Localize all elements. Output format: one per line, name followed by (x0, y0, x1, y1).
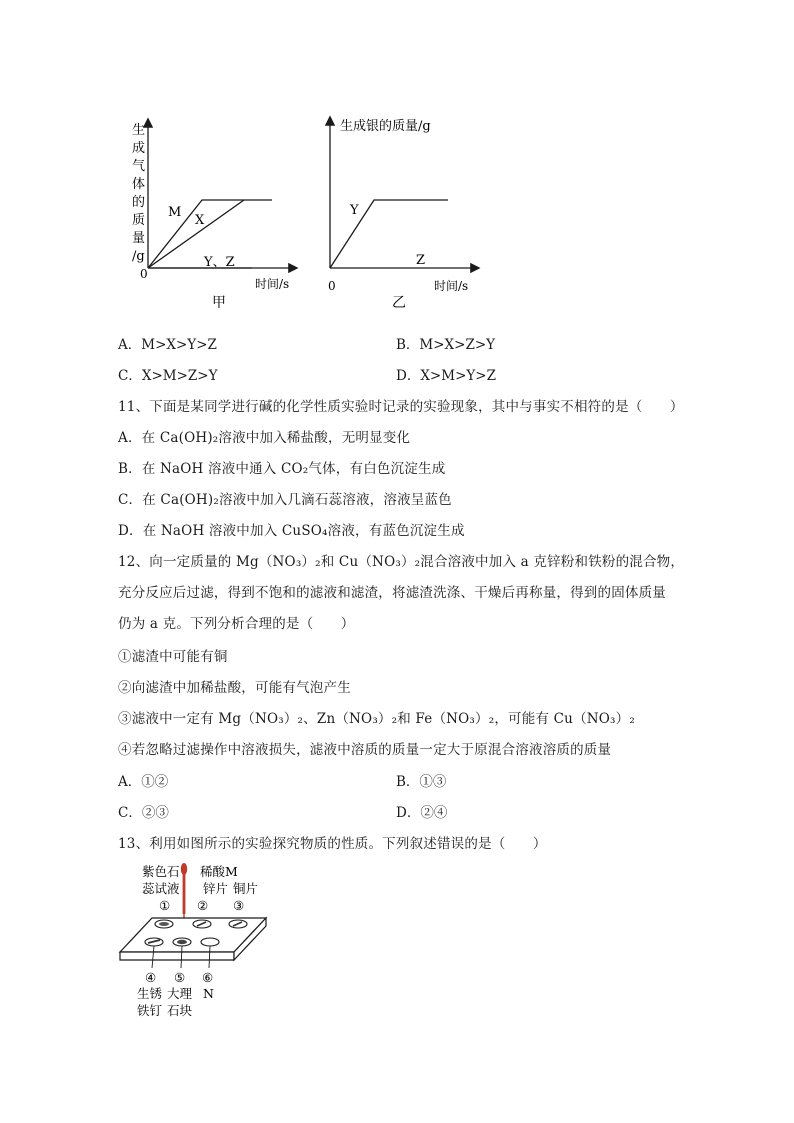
x-axis-label: 时间/s (255, 277, 290, 291)
q13-stem: 13、利用如图所示的实验探究物质的性质。下列叙述错误的是（ ） (118, 836, 547, 852)
copper-label: 铜片 (233, 881, 259, 896)
q12-stem-line-2: 充分反应后过滤，得到不饱和的滤液和滤渣，将滤渣洗涤、干燥后再称量，得到的固体质量 (118, 585, 666, 601)
q11-stem: 11、下面是某同学进行碱的化学性质实验时记录的实验现象，其中与事实不相符的是（ ） (118, 399, 684, 415)
label-y: Y (350, 203, 359, 218)
q11-option-b[interactable]: B．在 NaOH 溶液中通入 CO₂气体，有白色沉淀生成 (118, 461, 446, 477)
q12-stem-line-1: 12、向一定质量的 Mg（NO₃）₂和 Cu（NO₃）₂混合溶液中加入 a 克锌粉和铁粉的混合物， (118, 554, 685, 570)
q12-statement-1: ①滤渣中可能有铜 (118, 649, 228, 665)
well-5 (173, 938, 191, 946)
rust-label-line-1: 生锈 (137, 986, 163, 1001)
y-label-char: /g (132, 249, 145, 264)
well-number-4: ④ (145, 970, 157, 985)
litmus-label-line-1: 紫色石 (142, 864, 180, 879)
y-label-char: 的 (132, 195, 146, 210)
well-3 (229, 920, 247, 928)
marble-label-line-1: 大理 (167, 986, 193, 1001)
q10-option-b[interactable]: B．M>X>Z>Y (396, 337, 496, 353)
q11-option-a[interactable]: A．在 Ca(OH)₂溶液中加入稀盐酸，无明显变化 (118, 430, 411, 446)
well-number-6: ⑥ (202, 970, 214, 985)
well-6 (201, 938, 219, 946)
q12-statement-4: ④若忽略过滤操作中溶液损失，滤液中溶质的质量一定大于原混合溶液溶质的质量 (118, 742, 612, 758)
dropper-icon (181, 863, 187, 920)
y-label-char: 体 (132, 177, 146, 192)
q12-stem-line-3: 仍为 a 克。下列分析合理的是（ ） (118, 616, 355, 632)
q10-option-a[interactable]: A．M>X>Y>Z (118, 337, 217, 353)
q10-option-c[interactable]: C．X>M>Z>Y (118, 368, 218, 384)
n-label: N (203, 986, 214, 1001)
well-number-2: ② (197, 898, 209, 913)
origin-label: 0 (328, 279, 336, 293)
figure-caption: 乙 (392, 295, 406, 311)
well-number-3: ③ (233, 898, 245, 913)
marble-label-line-2: 石块 (167, 1003, 193, 1018)
q12-statement-2: ②向滤渣中加稀盐酸，可能有气泡产生 (118, 680, 351, 696)
y-axis-label (132, 122, 145, 264)
label-x: X (195, 213, 205, 228)
figure-caption: 甲 (212, 295, 226, 311)
q11-option-c[interactable]: C．在 Ca(OH)₂溶液中加入几滴石蕊溶液，溶液呈蓝色 (118, 492, 452, 508)
well-1 (155, 920, 173, 928)
acid-label: 稀酸M (200, 864, 238, 879)
label-yz: Y、Z (204, 255, 235, 270)
q12-statement-3: ③滤液中一定有 Mg（NO₃）₂、Zn（NO₃）₂和 Fe（NO₃）₂，可能有 Cu（NO₃）₂ (118, 711, 635, 727)
zinc-label: 锌片 (203, 881, 229, 896)
litmus-label-line-2: 蕊试液 (142, 881, 180, 896)
rust-label-line-2: 铁钉 (137, 1003, 163, 1018)
well-4 (145, 938, 163, 946)
q12-option-b[interactable]: B．①③ (396, 774, 447, 790)
q12-option-c[interactable]: C．②③ (118, 805, 169, 821)
well-number-1: ① (159, 898, 171, 913)
y-axis-label: 生成银的质量/g (340, 119, 431, 134)
q10-option-d[interactable]: D．X>M>Y>Z (396, 368, 496, 384)
figure-yi (318, 112, 488, 312)
label-m: M (168, 205, 182, 220)
q12-option-a[interactable]: A．①② (118, 774, 169, 790)
q13-figure (116, 860, 286, 1020)
well-number-5: ⑤ (174, 970, 186, 985)
curve-y (330, 200, 448, 268)
y-label-char: 质 (132, 213, 146, 228)
figure-jia (118, 112, 308, 312)
y-label-char: 气 (132, 159, 146, 174)
label-z: Z (416, 253, 426, 268)
y-label-char: 成 (132, 141, 146, 156)
q11-option-d[interactable]: D．在 NaOH 溶液中加入 CuSO₄溶液，有蓝色沉淀生成 (118, 523, 465, 539)
well-2 (193, 920, 211, 928)
y-label-char: 量 (132, 231, 146, 246)
origin-label: 0 (140, 267, 148, 281)
y-label-char: 生 (132, 123, 146, 138)
q12-option-d[interactable]: D．②④ (396, 805, 448, 821)
x-axis-label: 时间/s (434, 279, 469, 293)
